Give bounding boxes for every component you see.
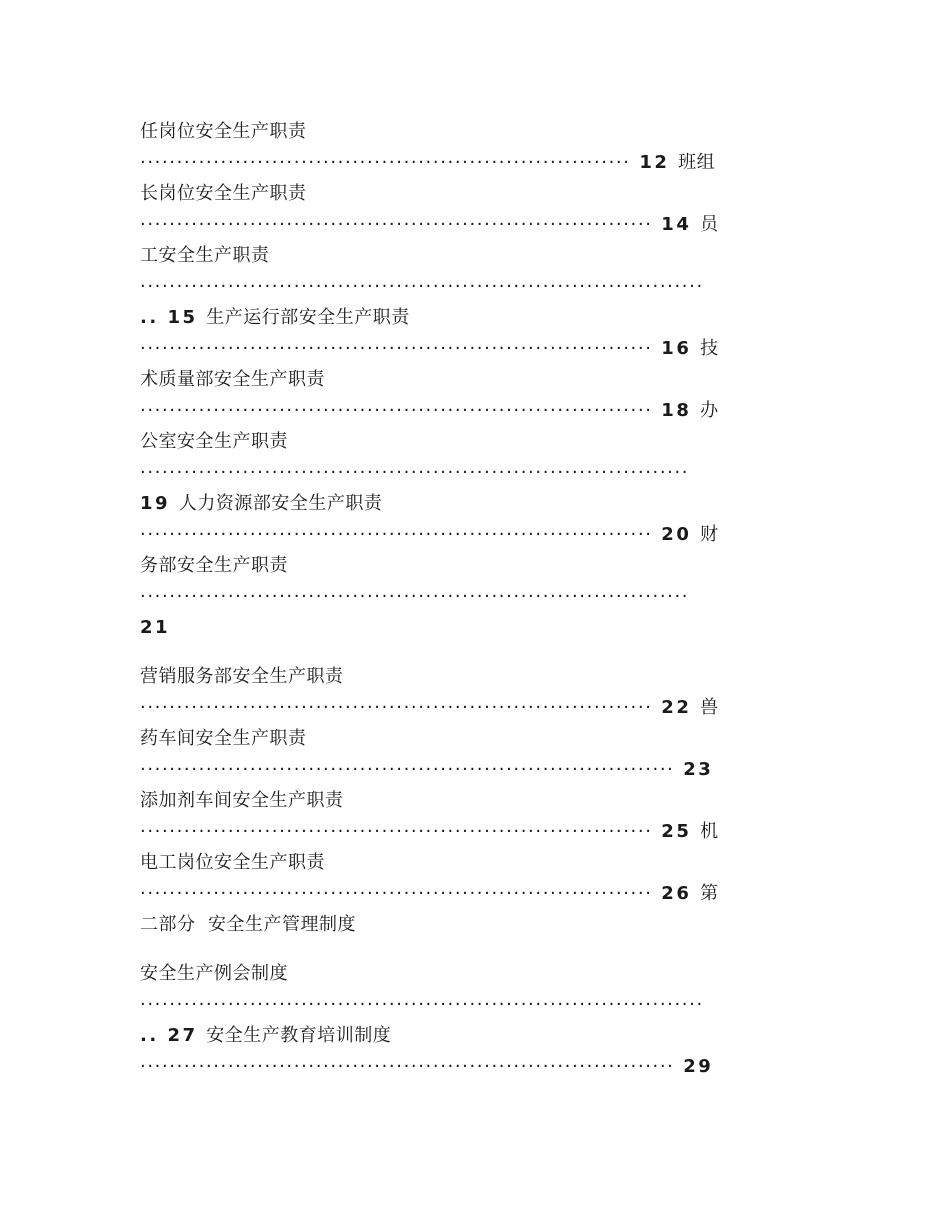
- toc-line: ···········································································: [140, 462, 690, 483]
- toc-text: 任岗位安全生产职责: [140, 121, 307, 142]
- toc-line: ········································································· 29: [140, 1056, 714, 1077]
- toc-text: 二部分 安全生产管理制度: [140, 914, 356, 935]
- toc-text: 电工岗位安全生产职责: [140, 852, 325, 873]
- toc-line: ··································································· 12 班组: [140, 152, 716, 173]
- toc-text: 工安全生产职责: [140, 245, 270, 266]
- toc-line: .. 15 生产运行部安全生产职责: [140, 307, 410, 328]
- toc-line: ······································································ 18 办: [140, 400, 719, 421]
- toc-text: 术质量部安全生产职责: [140, 369, 325, 390]
- toc-line: ······································································ 26 第: [140, 883, 719, 904]
- toc-text: 添加剂车间安全生产职责: [140, 790, 344, 811]
- toc-text: 长岗位安全生产职责: [140, 183, 307, 204]
- toc-line: ······································································ 25 机: [140, 821, 719, 842]
- toc-line: ······································································ 22 兽: [140, 697, 719, 718]
- toc-line: 21: [140, 617, 171, 638]
- toc-text: 公室安全生产职责: [140, 431, 288, 452]
- toc-line: ·············································································: [140, 276, 704, 297]
- toc-line: ······································································ 16 技: [140, 338, 719, 359]
- toc-line: ······································································ 20 财: [140, 524, 719, 545]
- toc-line: ······································································ 14 员: [140, 214, 719, 235]
- toc-line: 19 人力资源部安全生产职责: [140, 493, 383, 514]
- toc-line: ···········································································: [140, 586, 690, 607]
- toc-text: 务部安全生产职责: [140, 555, 288, 576]
- toc-line: .. 27 安全生产教育培训制度: [140, 1025, 392, 1046]
- toc-line: ········································································· 23: [140, 759, 714, 780]
- toc-text: 安全生产例会制度: [140, 963, 288, 984]
- toc-text: 药车间安全生产职责: [140, 728, 307, 749]
- toc-line: ·············································································: [140, 994, 704, 1015]
- toc-text: 营销服务部安全生产职责: [140, 666, 344, 687]
